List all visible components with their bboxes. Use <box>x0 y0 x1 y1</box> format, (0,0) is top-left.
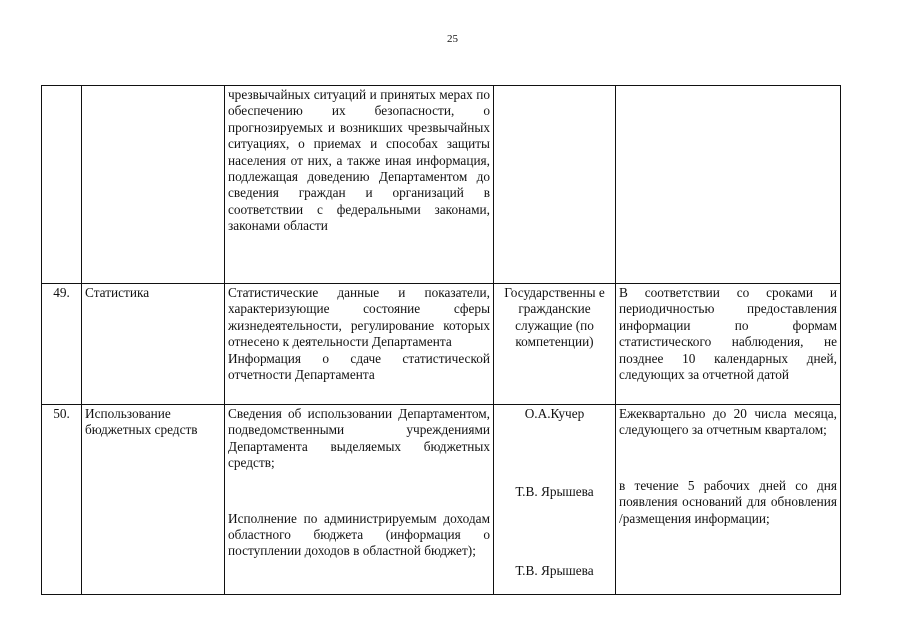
deadline-text: Ежеквартально до 20 числа месяца, следующего за отчетным кварталом; <box>619 406 837 438</box>
row-responsible <box>494 284 616 405</box>
content-paragraph: чрезвычайных ситуаций и принятых мерах по обеспечению их безопасности, о прогнозируемых и возникших чрезвычайных ситуациях, о приемах и способах защиты населения от них, а также иная информация, подлежащая доведению Департаментом до сведения граждан и организаций в соответствии с федеральными законами, законами области <box>228 87 490 234</box>
responsible-person: Т.В. Ярышева <box>515 562 594 578</box>
row-name: Статистика <box>82 284 225 405</box>
page-number: 25 <box>447 33 458 45</box>
table-row <box>42 405 841 595</box>
content-paragraph: Статистические данные и показатели, характеризующие состояние сферы жизнедеятельности, регулирование которых отнесено к деятельности Департамента <box>228 285 490 350</box>
row-name <box>82 86 225 284</box>
information-table <box>41 85 841 595</box>
responsible-person: Т.В. Ярышева <box>515 484 594 500</box>
responsible-person: О.А.Кучер <box>524 406 585 421</box>
deadline-text: в течение 5 рабочих дней со дня появления оснований для обновления /размещения информации; <box>619 477 837 526</box>
row-content <box>225 284 494 405</box>
content-paragraph: Информация о сдаче статистической отчетности Департамента <box>228 350 490 383</box>
responsible-person: Государственны е гражданские служащие (по компетенции) <box>504 285 605 350</box>
row-deadline <box>616 405 841 595</box>
row-responsible <box>494 405 616 595</box>
table-row <box>42 86 841 284</box>
content-paragraph: Исполнение по администрируемым доходам областного бюджета (информация о поступлении доходов в областной бюджет); <box>228 510 490 559</box>
row-content <box>225 405 494 595</box>
table-row <box>42 284 841 405</box>
row-number: 50. <box>42 405 82 595</box>
row-deadline <box>616 86 841 284</box>
row-name: Использование бюджетных средств <box>82 405 225 595</box>
content-paragraph: Сведения об использовании Департаментом, подведомственными учреждениями Департамента выделяемых бюджетных средств; <box>228 406 490 471</box>
deadline-text: В соответствии со сроками и периодичностью предоставления информации по формам статистического наблюдения, не позднее 10 календарных дней, следующих за отчетной датой <box>619 285 837 383</box>
row-responsible <box>494 86 616 284</box>
row-deadline <box>616 284 841 405</box>
row-number: 49. <box>42 284 82 405</box>
row-number <box>42 86 82 284</box>
row-content <box>225 86 494 284</box>
